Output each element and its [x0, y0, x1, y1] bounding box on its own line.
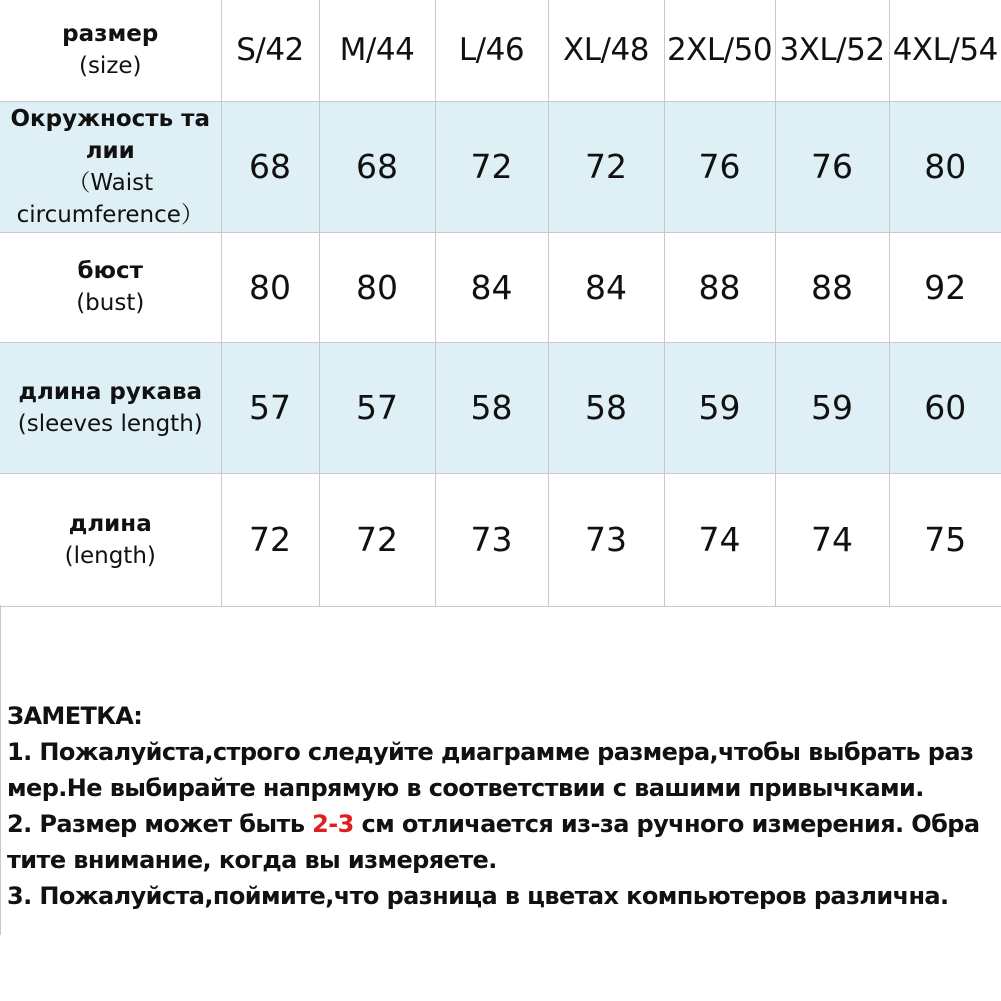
length-label-ru: длина	[68, 510, 152, 537]
waist-label-ru-1: Окружность та	[10, 105, 211, 132]
length-value: 72	[221, 473, 319, 606]
length-value: 74	[775, 473, 889, 606]
left-divider	[0, 605, 1, 935]
bust-row	[0, 232, 1001, 342]
bust-value: 84	[548, 232, 664, 342]
waist-value: 72	[548, 101, 664, 232]
sleeve-row	[0, 342, 1001, 473]
sleeve-value: 60	[889, 342, 1001, 473]
note-2-highlight: 2-3	[312, 810, 354, 838]
bust-label-ru: бюст	[77, 258, 143, 284]
note-1-line-2: мер.Не выбирайте напрямую в соответствии с вашими привычками.	[7, 774, 924, 802]
waist-label-en-1: （Waist	[67, 169, 154, 196]
length-value: 72	[319, 473, 435, 606]
sleeve-value: 58	[548, 342, 664, 473]
size-header-row	[0, 0, 1001, 101]
size-label-en: (size)	[78, 53, 142, 80]
note-2-text-after: см отличается из-за ручного измерения. Обра	[353, 810, 980, 838]
bust-value: 92	[889, 232, 1001, 342]
size-col-m44: M/44	[319, 0, 435, 101]
bust-value: 88	[664, 232, 775, 342]
sleeve-label-ru: длина рукава	[18, 378, 203, 405]
sleeve-value: 57	[221, 342, 319, 473]
waist-value: 68	[319, 101, 435, 232]
size-col-s42: S/42	[221, 0, 319, 101]
note-2-line-1	[7, 806, 1001, 842]
length-value: 75	[889, 473, 1001, 606]
waist-label	[0, 101, 221, 232]
sleeve-label	[0, 342, 221, 473]
waist-value: 76	[664, 101, 775, 232]
size-header-label	[0, 0, 221, 101]
size-col-2xl50: 2XL/50	[664, 0, 775, 101]
bust-value: 80	[221, 232, 319, 342]
length-value: 74	[664, 473, 775, 606]
waist-value: 76	[775, 101, 889, 232]
length-value: 73	[435, 473, 548, 606]
sleeve-value: 58	[435, 342, 548, 473]
waist-value: 72	[435, 101, 548, 232]
size-col-l46: L/46	[435, 0, 548, 101]
sleeve-value: 57	[319, 342, 435, 473]
size-col-3xl52: 3XL/52	[775, 0, 889, 101]
bust-label-en: (bust)	[76, 290, 145, 316]
note-3: 3. Пожалуйста,поймите,что разница в цветах компьютеров различна.	[7, 882, 949, 910]
waist-label-en-2: circumference）	[16, 201, 204, 228]
note-2-line-2: тите внимание, когда вы измеряете.	[7, 846, 497, 874]
bust-value: 88	[775, 232, 889, 342]
waist-value: 80	[889, 101, 1001, 232]
note-2-text-before: 2. Размер может быть	[7, 810, 313, 838]
size-col-xl48: XL/48	[548, 0, 664, 101]
size-label-ru: размер	[62, 21, 159, 48]
bust-value: 84	[435, 232, 548, 342]
length-value: 73	[548, 473, 664, 606]
notes-title: ЗАМЕТКА:	[7, 702, 143, 730]
notes-block	[7, 698, 1001, 914]
sleeve-value: 59	[775, 342, 889, 473]
waist-value: 68	[221, 101, 319, 232]
waist-label-ru-2: лии	[85, 137, 135, 164]
length-row	[0, 473, 1001, 606]
bust-label	[0, 232, 221, 342]
sleeve-label-en: (sleeves length)	[17, 410, 203, 437]
bust-value: 80	[319, 232, 435, 342]
sleeve-value: 59	[664, 342, 775, 473]
length-label-en: (length)	[64, 542, 156, 569]
length-label	[0, 473, 221, 606]
waist-row	[0, 101, 1001, 232]
size-col-4xl54: 4XL/54	[889, 0, 1001, 101]
note-1-line-1: 1. Пожалуйста,строго следуйте диаграмме размера,чтобы выбрать раз	[7, 738, 974, 766]
